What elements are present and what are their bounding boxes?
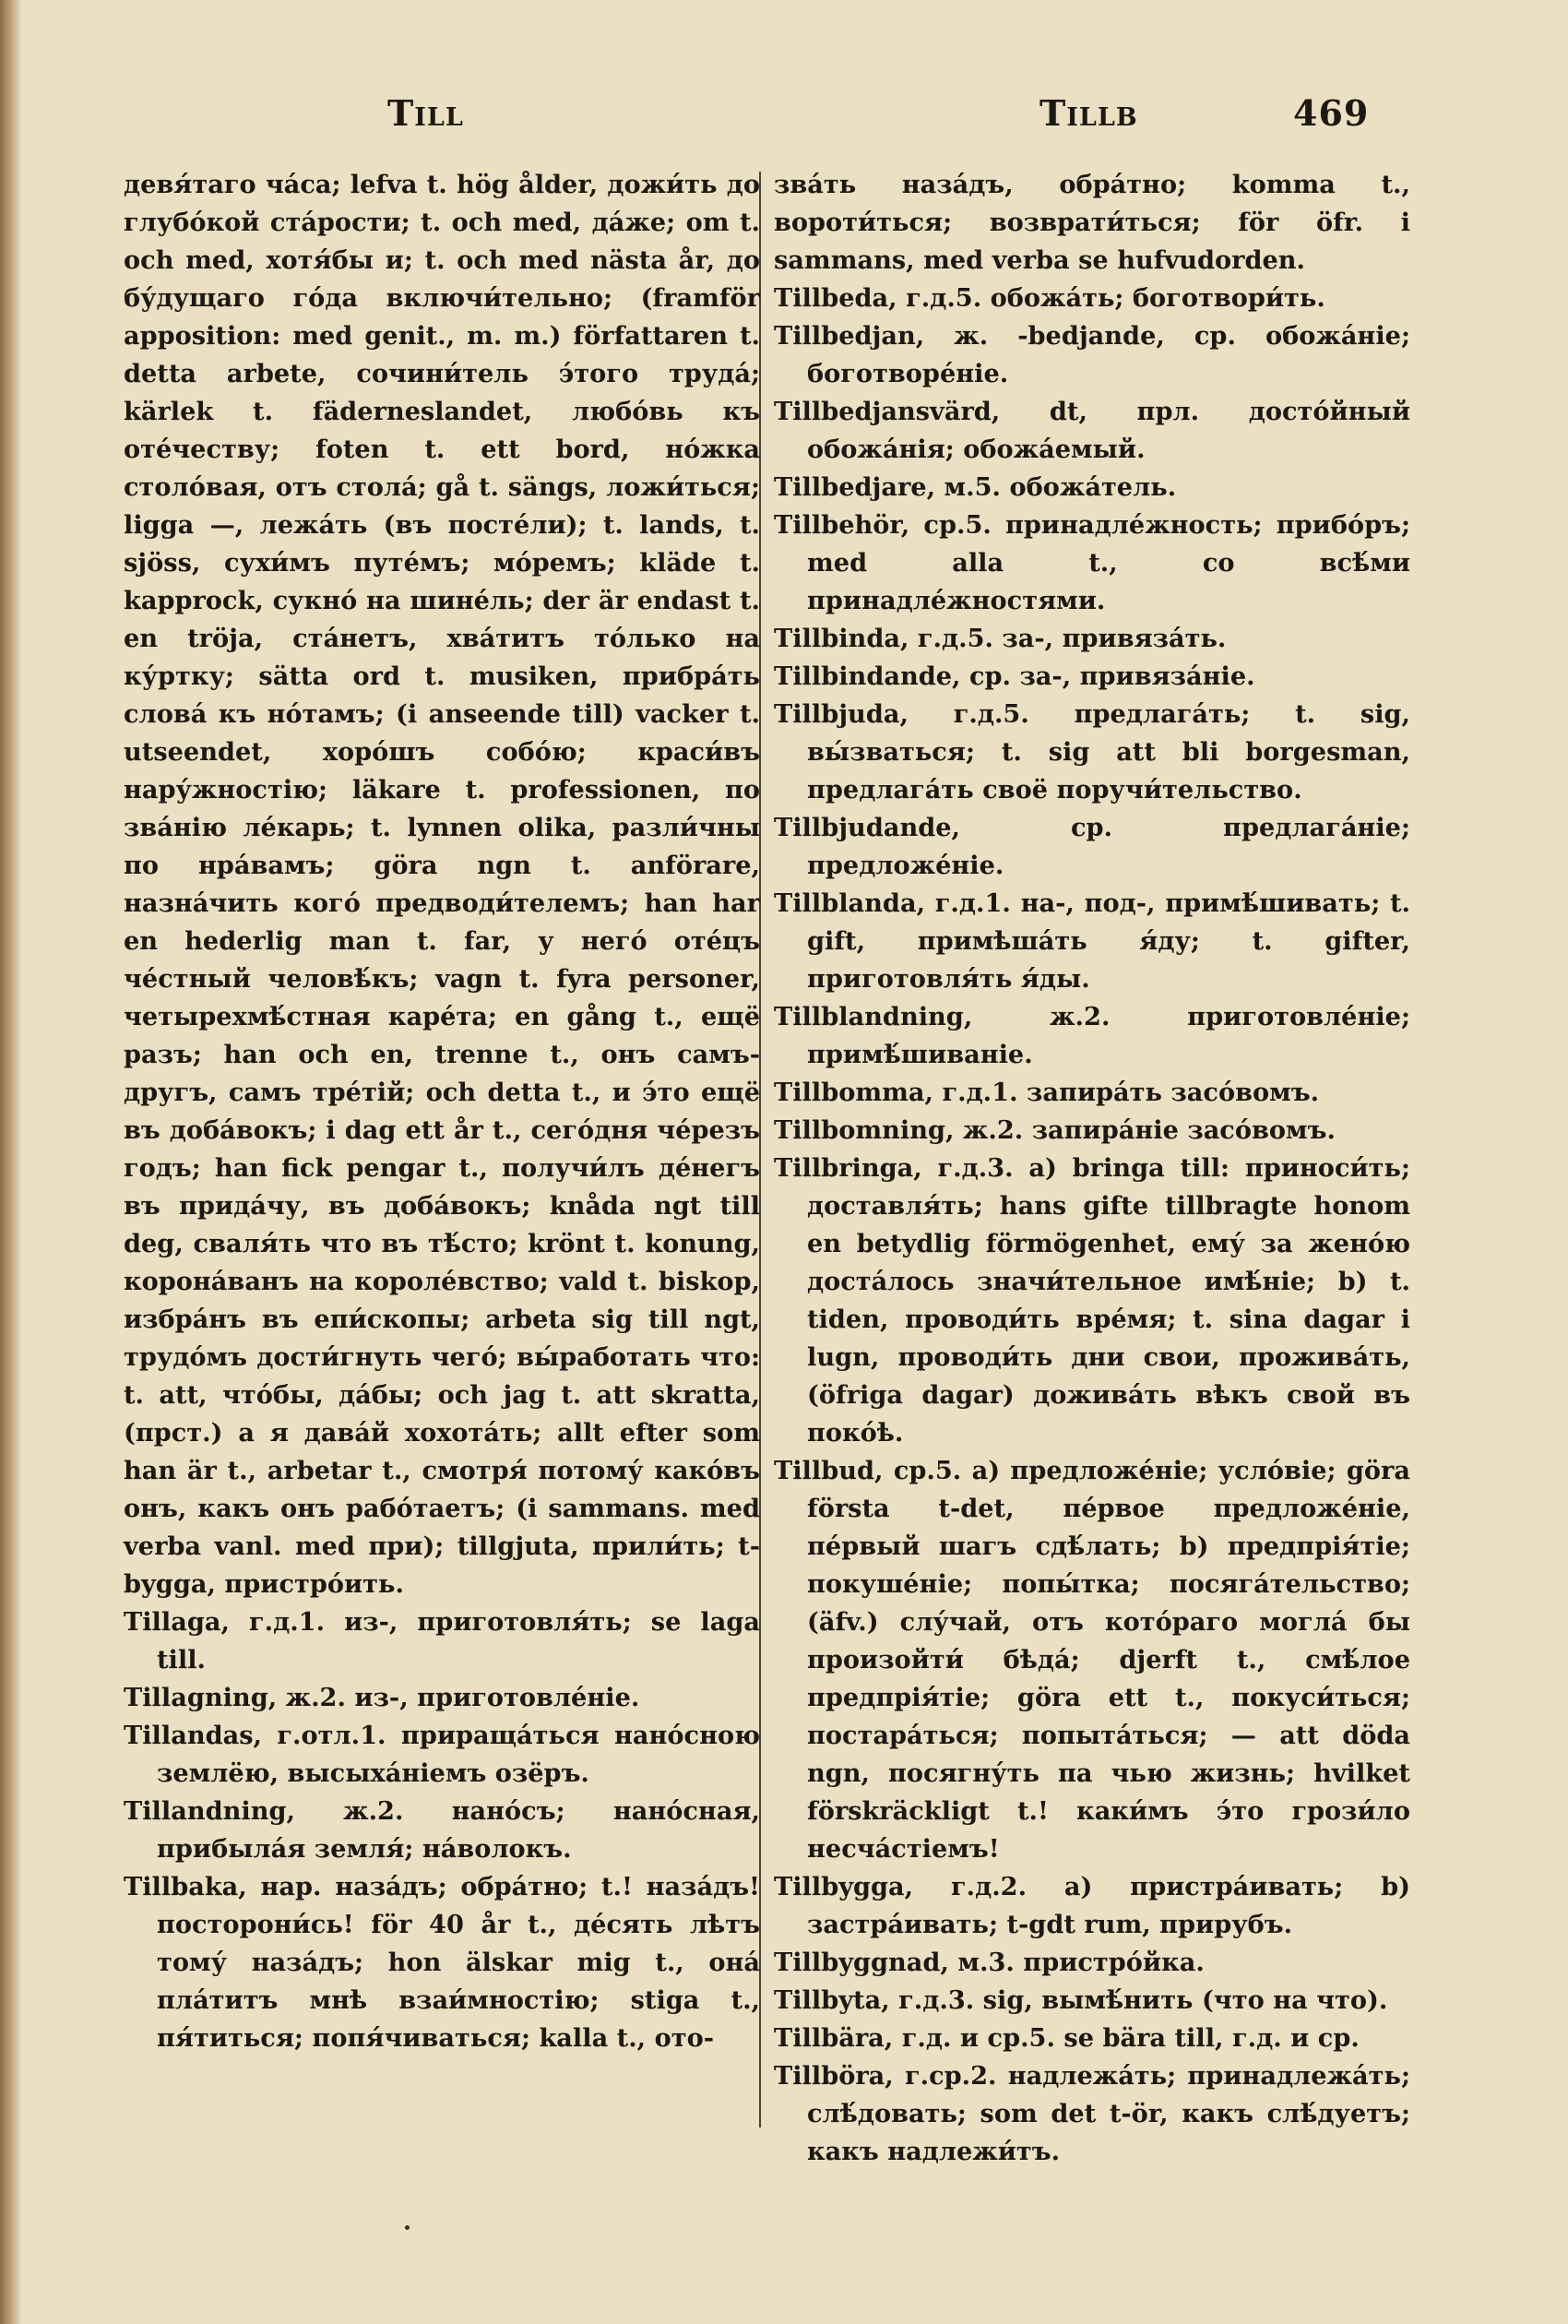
left-column xyxy=(124,166,760,2057)
page-edge xyxy=(0,0,22,2324)
dictionary-entry: Tillandning, ж.2. нано́съ; нано́сная, прибыла́я земля́; на́волокъ. xyxy=(124,1796,760,1864)
page-header xyxy=(120,92,1411,148)
ink-dot xyxy=(405,2225,410,2230)
dictionary-entry: Tillblandning, ж.2. приготовле́ніе; примѣ́шиваніе. xyxy=(774,1002,1410,1069)
dictionary-entry: Tillbjudande, ср. предлага́ніе; предложе́ніе. xyxy=(774,813,1410,880)
dictionary-entry: Tillaga, г.д.1. из-, приготовля́ть; se laga till. xyxy=(124,1607,760,1674)
running-head-left: Till xyxy=(387,92,464,134)
dictionary-entry: зва́ть наза́дъ, обра́тно; komma t., вороти́ться; возврати́ться; för öfr. i sammans, med verba se hufvudorden. xyxy=(774,170,1410,275)
dictionary-entry: Tillbedjare, м.5. обожа́тель. xyxy=(774,472,1177,502)
dictionary-entry: Tillbaka, нар. наза́дъ; обра́тно; t.! наза́дъ! посторони́сь! för 40 år t., де́сять лѣтъ тому́ наза́дъ; hon älskar mig t., она́ пла́титъ мнѣ взаи́мностію; stiga t., пя́титься; попя́чиваться; kalla t., ото- xyxy=(124,1872,760,2053)
dictionary-entry: Tillbygga, г.д.2. a) пристра́ивать; b) застра́ивать; t-gdt rum, прирубъ. xyxy=(774,1872,1410,1939)
right-column xyxy=(774,166,1410,2171)
dictionary-entry: Tillblanda, г.д.1. на-, под-, примѣ́шивать; t. gift, примѣша́ть я́ду; t. gifter, приготовля́ть я́ды. xyxy=(774,888,1410,994)
dictionary-entry: Tillbedjan, ж. -bedjande, ср. обожа́ніе; боготворе́ніе. xyxy=(774,321,1410,388)
dictionary-entry: Tillbeda, г.д.5. обожа́ть; боготвори́ть. xyxy=(774,283,1325,313)
page-number: 469 xyxy=(1293,92,1370,134)
dictionary-entry: Tillagning, ж.2. из-, приготовле́ніе. xyxy=(124,1683,640,1712)
dictionary-entry: Tillbyta, г.д.3. sig, вымѣ́нить (что на что). xyxy=(774,1985,1388,2015)
dictionary-entry: Tillbedjansvärd, dt, прл. досто́йный обожа́нія; обожа́емый. xyxy=(774,397,1410,464)
dictionary-entry: Tillböra, г.ср.2. надлежа́ть; принадлежа́ть; слѣ́довать; som det t-ör, какъ слѣ́дуетъ; какъ надлежи́тъ. xyxy=(774,2061,1410,2166)
dictionary-entry: Tillbära, г.д. и ср.5. se bära till, г.д. и ср. xyxy=(774,2023,1360,2053)
dictionary-entry: Tillbringa, г.д.3. a) bringa till: приноси́ть; доставля́ть; hans gifte tillbragte honom en betydlig förmögenhet, ему́ за жено́ю доста́лось значи́тельное имѣ́ніе; b) t. tiden, проводи́ть вре́мя; t. sina dagar i lugn, проводи́ть дни свои, прожива́ть, (öfriga dagar) дожива́ть вѣкъ свой въ поко́ѣ. xyxy=(774,1153,1410,1448)
dictionary-entry: Tillandas, г.отл.1. прираща́ться нано́сною землёю, высыха́ніемъ озёръ. xyxy=(124,1721,760,1788)
dictionary-entry: Tillbjuda, г.д.5. предлага́ть; t. sig, вы́зваться; t. sig att bli borgesman, предлага́ть своё поручи́тельство. xyxy=(774,699,1410,804)
dictionary-entry: Tillbyggnad, м.3. пристро́йка. xyxy=(774,1948,1205,1977)
dictionary-entry: девя́таго ча́са; lefva t. hög ålder, дожи́ть до глубо́кой ста́рости; t. och med, да́же; om t. och med, хотя́бы и; t. och med nästa år, до бу́дущаго го́да включи́тельно; (framför apposition: med genit., m. m.) författaren t. detta arbete, сочини́тель э́того труда́; kärlek t. fäderneslandet, любо́вь къ оте́честву; foten t. ett bord, но́жка столо́вая, отъ стола́; gå t. sängs, ложи́ться; ligga —, лежа́ть (въ посте́ли); t. lands, t. sjöss, сухи́мъ путе́мъ; мо́ремъ; kläde t. kapprock, сукно́ на шине́ль; der är endast t. en tröja, ста́нетъ, хва́титъ то́лько на ку́ртку; sätta ord t. musiken, прибра́ть слова́ къ но́тамъ; (i anseende till) vacker t. utseendet, хоро́шъ собо́ю; краси́въ нару́жностію; läkare t. professionen, по зва́нію ле́карь; t. lynnen olika, разли́чны по нра́вамъ; göra ngn t. anförare, назна́чить кого́ предводи́телемъ; han har en hederlig man t. far, у него́ оте́цъ че́стный человѣ́къ; vagn t. fyra personer, четырехмѣ́стная каре́та; en gång t., ещё разъ; han och en, trenne t., онъ самъ-другъ, самъ тре́тій; och detta t., и э́то ещё въ доба́вокъ; i dag ett år t., сего́дня че́резъ годъ; han fick pengar t., получи́лъ де́негъ въ прида́чу, въ доба́вокъ; knåda ngt till deg, сваля́ть что въ тѣ́сто; krönt t. konung, корона́ванъ на короле́вство; vald t. biskop, избра́нъ въ епи́скопы; arbeta sig till ngt, трудо́мъ дости́гнуть чего́; вы́работать что: t. att, что́бы, да́бы; och jag t. att skratta, (прст.) а я дава́й хохота́ть; allt efter som han är t., arbetar t., смотря́ потому́ како́въ онъ, какъ онъ рабо́таетъ; (i sammans. med verba vanl. med при); tillgjuta, прили́ть; t-bygga, пристро́ить. xyxy=(124,170,760,1599)
dictionary-entry: Tillbehör, ср.5. принадле́жность; прибо́ръ; med alla t., со всѣ́ми принадле́жностями. xyxy=(774,510,1410,615)
dictionary-entry: Tillbomning, ж.2. запира́ніе засо́вомъ. xyxy=(774,1115,1336,1145)
dictionary-entry: Tillbomma, г.д.1. запира́ть засо́вомъ. xyxy=(774,1078,1320,1107)
running-head-right: Tillb xyxy=(1039,92,1138,134)
dictionary-entry: Tillbud, ср.5. a) предложе́ніе; усло́віе; göra första t-det, пе́рвое предложе́ніе, пе́рвый шагъ сдѣ́лать; b) предпрія́тіе; покуше́ніе; попы́тка; посяга́тельство; (äfv.) слу́чай, отъ кото́раго могла́ бы произойти́ бѣда́; djerft t., смѣ́лое предпрія́тіе; göra ett t., покуси́ться; постара́ться; попыта́ться; — att döda ngn, посягну́ть па чью жизнь; hvilket förskräckligt t.! каки́мъ э́то грози́ло несча́стіемъ! xyxy=(774,1456,1410,1864)
dictionary-entry: Tillbinda, г.д.5. за-, привяза́ть. xyxy=(774,624,1227,653)
dictionary-entry: Tillbindande, ср. за-, привяза́ніе. xyxy=(774,661,1255,691)
